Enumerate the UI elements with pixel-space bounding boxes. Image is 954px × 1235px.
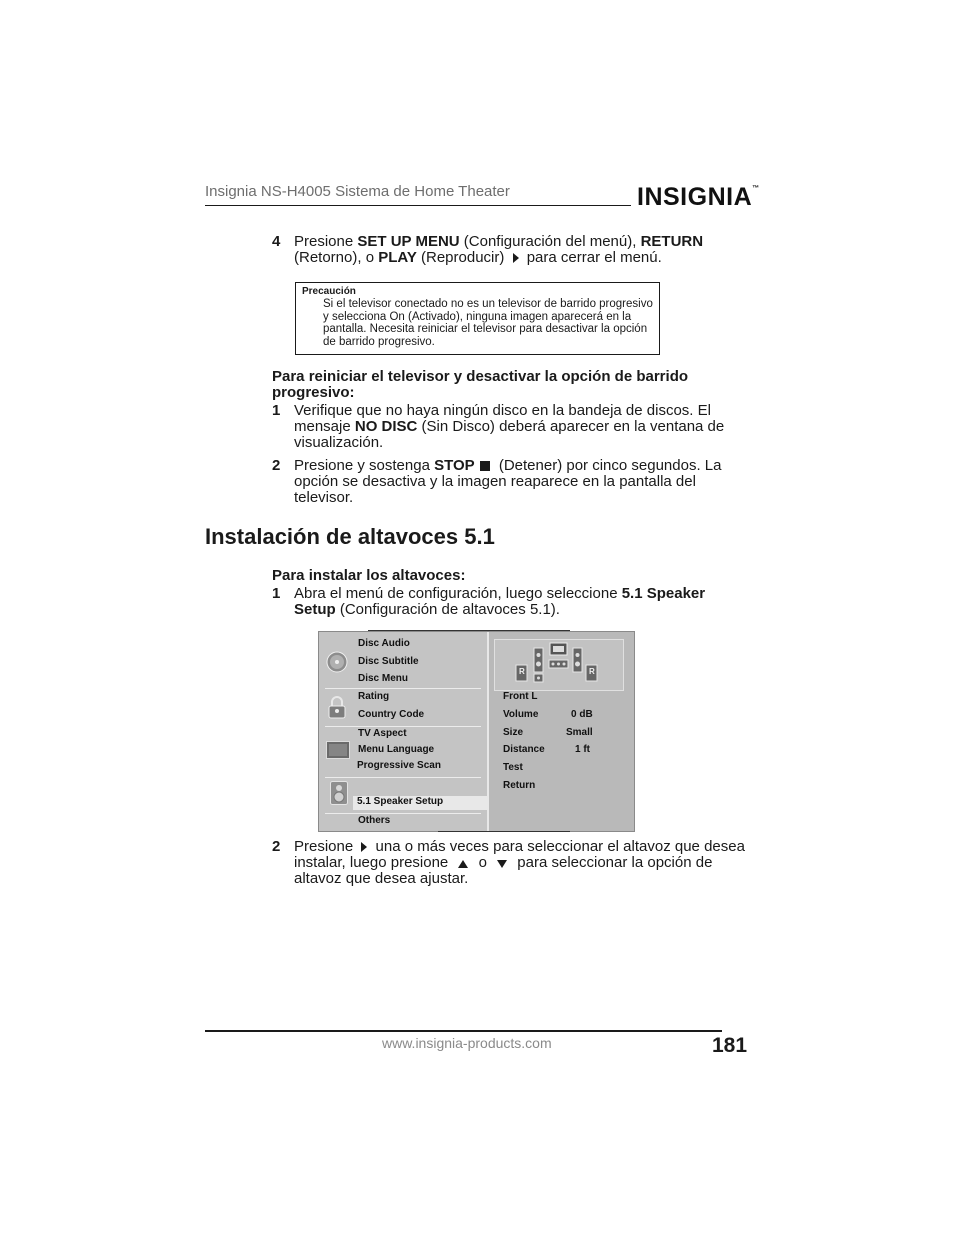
speaker-row-label[interactable]: Size bbox=[503, 727, 524, 738]
speaker-layout-diagram bbox=[494, 639, 624, 691]
menu-item-disc-subtitle[interactable]: Disc Subtitle bbox=[358, 656, 419, 667]
setup-menu-screenshot bbox=[318, 631, 635, 832]
speaker-rear-left-label: R bbox=[519, 667, 525, 676]
menu-divider bbox=[325, 726, 481, 727]
disc-icon bbox=[326, 651, 348, 678]
lock-icon bbox=[327, 695, 347, 724]
footer-rule bbox=[205, 1030, 722, 1032]
speaker-layout-icon bbox=[495, 640, 623, 690]
install-heading: Para instalar los altavoces: bbox=[272, 567, 466, 584]
speaker-row-label[interactable]: Test bbox=[503, 762, 523, 773]
section-title: Instalación de altavoces 5.1 bbox=[205, 524, 495, 549]
step-text: Presione SET UP MENU (Configuración del menú), RETURN (Retorno), o PLAY (Reproducir) para cerrar el menú. bbox=[294, 233, 704, 266]
caution-box bbox=[295, 282, 660, 355]
right-arrow-icon bbox=[361, 842, 367, 852]
menu-item-rating[interactable]: Rating bbox=[358, 691, 390, 702]
header-rule bbox=[205, 205, 631, 206]
insignia-logo: INSIGNIA™ bbox=[637, 183, 760, 211]
menu-divider bbox=[325, 688, 481, 689]
speaker-rear-right-label: R bbox=[589, 667, 595, 676]
tv-icon bbox=[326, 741, 350, 764]
menu-item-country-code[interactable]: Country Code bbox=[358, 709, 425, 720]
menu-left-panel bbox=[319, 632, 489, 831]
menu-item-disc-audio[interactable]: Disc Audio bbox=[358, 638, 410, 649]
menu-divider bbox=[325, 813, 481, 814]
menu-divider bbox=[325, 777, 481, 778]
menu-item-disc-menu[interactable]: Disc Menu bbox=[358, 673, 409, 684]
menu-item-speaker-setup[interactable]: 5.1 Speaker Setup bbox=[357, 796, 444, 807]
menu-bottom-line bbox=[438, 831, 570, 832]
speaker-row-label[interactable]: Distance bbox=[503, 744, 545, 755]
caution-title: Precaución bbox=[302, 286, 356, 297]
menu-item-others[interactable]: Others bbox=[358, 815, 391, 826]
step-number: 4 bbox=[272, 233, 281, 250]
menu-item-progressive-scan[interactable]: Progressive Scan bbox=[357, 760, 441, 771]
speaker-icon bbox=[330, 781, 348, 810]
speaker-row-label[interactable]: Front L bbox=[503, 691, 538, 702]
reset-heading: Para reiniciar el televisor y desactivar la opción de barrido progresivo: bbox=[272, 368, 689, 401]
speaker-row-label[interactable]: Return bbox=[503, 780, 536, 791]
speaker-row-value: 1 ft bbox=[575, 744, 590, 755]
down-arrow-icon bbox=[497, 860, 507, 868]
page-number: 181 bbox=[712, 1034, 748, 1057]
speaker-row-label[interactable]: Volume bbox=[503, 709, 539, 720]
menu-item-tv-aspect[interactable]: TV Aspect bbox=[358, 728, 407, 739]
play-right-icon bbox=[513, 253, 519, 263]
speaker-row-value: Small bbox=[566, 727, 593, 738]
menu-item-menu-language[interactable]: Menu Language bbox=[358, 744, 435, 755]
menu-right-panel bbox=[489, 632, 634, 831]
stop-icon bbox=[480, 461, 490, 471]
speaker-row-value: 0 dB bbox=[571, 709, 593, 720]
running-header: Insignia NS-H4005 Sistema de Home Theater bbox=[205, 183, 510, 200]
up-arrow-icon bbox=[458, 860, 468, 868]
footer-url: www.insignia-products.com bbox=[382, 1035, 552, 1051]
caution-body: Si el televisor conectado no es un televisor de barrido progresivo y selecciona On (Activado), ninguna imagen aparecerá en la pantalla. Necesita reiniciar el televisor para desactivar la opción de barrido progresivo. bbox=[323, 298, 653, 348]
